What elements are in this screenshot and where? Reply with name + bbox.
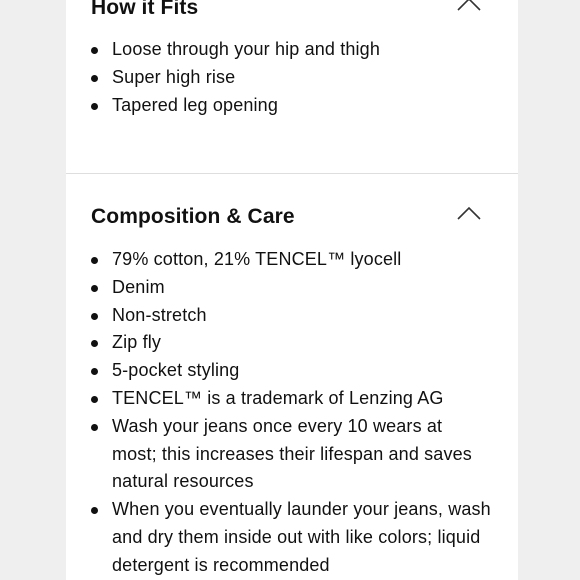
bullet-dot <box>91 368 98 375</box>
list-item-text: Non-stretch <box>112 304 207 325</box>
list-item <box>91 92 491 120</box>
bullet-dot <box>91 47 98 54</box>
bullet-dot <box>91 257 98 264</box>
bullet-dot <box>91 396 98 403</box>
list-item <box>91 36 491 64</box>
section-divider <box>66 173 518 174</box>
how-it-fits-header[interactable] <box>91 0 482 24</box>
bullet-dot <box>91 340 98 347</box>
list-item-text: TENCEL™ is a trademark of Lenzing AG <box>112 387 444 408</box>
bullet-dot <box>91 285 98 292</box>
section-title: Composition & Care <box>91 205 295 228</box>
list-item <box>91 302 491 330</box>
bullet-dot <box>91 75 98 82</box>
list-item-text: When you eventually launder your jeans, wash and dry them inside out with like colors; liquid detergent is recommended <box>112 499 491 575</box>
chevron-up-icon[interactable] <box>456 0 482 12</box>
list-item-text: Zip fly <box>112 332 162 353</box>
list-item <box>91 413 491 496</box>
list-item-text: 5-pocket styling <box>112 360 240 381</box>
bullet-dot <box>91 424 98 431</box>
list-item <box>91 496 491 579</box>
list-item <box>91 385 491 413</box>
list-item <box>91 274 491 302</box>
chevron-up-icon[interactable] <box>456 205 482 221</box>
list-item <box>91 246 491 274</box>
list-item <box>91 64 491 92</box>
list-item-text: 79% cotton, 21% TENCEL™ lyocell <box>112 249 402 269</box>
bullet-dot <box>91 103 98 110</box>
list-item-text: Tapered leg opening <box>112 94 278 115</box>
list-item-text: Denim <box>112 276 165 297</box>
list-item-text: Wash your jeans once every 10 wears at most; this increases their lifespan and saves natural resources <box>112 415 472 492</box>
composition-list <box>91 246 491 580</box>
list-item <box>91 329 491 357</box>
list-item <box>91 357 491 385</box>
product-details-panel <box>66 0 518 580</box>
bullet-dot <box>91 313 98 320</box>
bullet-dot <box>91 507 98 514</box>
list-item-text: Loose through your hip and thigh <box>112 39 380 59</box>
fit-list <box>91 36 491 119</box>
composition-care-header[interactable] <box>91 201 482 233</box>
section-title: How it Fits <box>91 0 199 19</box>
list-item-text: Super high rise <box>112 66 236 87</box>
